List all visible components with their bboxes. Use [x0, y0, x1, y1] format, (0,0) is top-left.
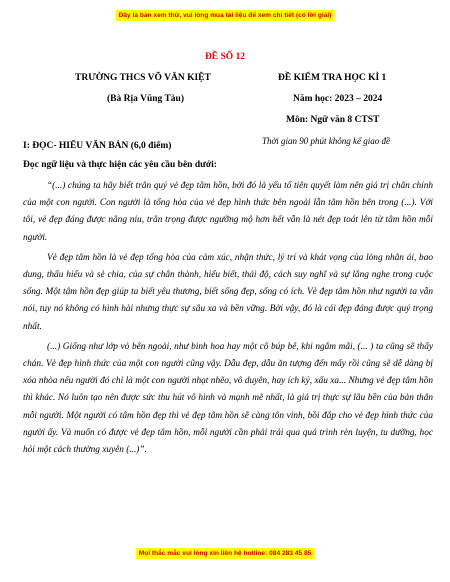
preview-notice-banner: Đây là bản xem thử, vui lòng mua tài liệu để xem chi tiết (có lời giải)	[116, 10, 335, 21]
section-title: I: ĐỌC- HIỂU VĂN BẢN (6,0 điểm)	[23, 141, 172, 151]
passage-paragraph: Vẻ đẹp tâm hồn là vẻ đẹp tổng hòa của cảm xúc, nhận thức, lý trí và khát vọng của lòng nhân ái, bao dung, thấu hiểu và sẻ chia, của sự chân thành, hiểu biết, thái độ, cách suy nghĩ và sự lắng nghe trong cuộc sống. Một tâm hồn đẹp giúp ta biết yêu thương, biết sống đẹp, sống có ích. Vẻ đẹp tâm hồn như người ta vẫn nói, tuy nó không có hình hài nhưng thực sự sâu xa và bền vững. Bởi vậy, đó là cái đẹp đáng được quý trọng nhất.	[23, 252, 433, 332]
exam-subject: Môn: Ngữ văn 8 CTST	[286, 115, 380, 125]
reading-instruction: Đọc ngữ liệu và thực hiện các yêu cầu bên dưới:	[23, 160, 217, 170]
passage-paragraph: (...) Giống như lớp vỏ bên ngoài, như bình hoa hay một cô búp bê, khi ngắm mãi, (... ) ta cũng sẽ thấy chán. Vẻ đẹp hình thức của một con người cũng vậy. Dẫu đẹp, dẫu ăn tượng đến mấy rồi cũng sẽ dễ dàng bị xóa nhòa nếu người đó chỉ là một con người nhạt nhẽo, vô duyên, hay ích kỷ, xấu xa... Nhưng vẻ đẹp tâm hồn thì khác. Nó luôn tạo nên được sức thu hút vô hình và mạnh mẽ nhất, là giá trị thực sự lâu bền của bản thân mỗi người. Một người có tâm hồn đẹp thì vẻ đẹp tâm hồn sẽ càng tôn vinh, bồi đắp cho vẻ đẹp hình thức của người ấy. Và muốn có được vẻ đẹp tâm hồn, mỗi người cần phải trải qua quá trình rèn luyện, tu dưỡng, học hỏi một cách thường xuyên (...)”.	[23, 341, 433, 456]
exam-title: ĐỀ KIỂM TRA HỌC KÌ 1	[278, 73, 387, 83]
passage-paragraph: “(...) chúng ta hãy biết trân quý vẻ đẹp tâm hồn, bởi đó là yếu tố tiên quyết làm nên giá trị chân chính của một con người. Con người là tổng hòa của vẻ đẹp hình thức bên ngoài lẫn tâm hồn bên trong (...). Với tôi, vẻ đẹp đáng được nâng niu, trân trọng được ngưỡng mộ hơn hết vẫn là nét đẹp toát lên từ tâm hồn mỗi người.	[23, 181, 433, 243]
school-year: Năm học: 2023 – 2024	[293, 94, 383, 104]
exam-number: ĐỀ SỐ 12	[204, 52, 246, 62]
school-location: (Bà Rịa Vũng Tàu)	[107, 94, 184, 104]
hotline-banner: Mọi thắc mắc vui lòng xin liên hệ hotline: 084 283 45 85	[136, 548, 315, 559]
reading-passage	[23, 178, 433, 462]
school-name: TRƯỜNG THCS VÕ VĂN KIỆT	[75, 73, 211, 83]
exam-duration: Thời gian 90 phút không kể giao đề	[262, 136, 391, 146]
